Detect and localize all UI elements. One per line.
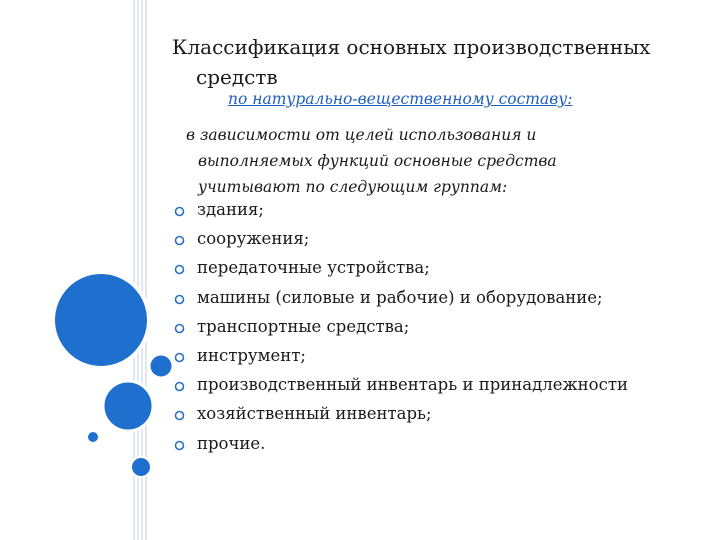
circle-outline-bullet-icon: [174, 323, 185, 334]
list-item-text: передаточные устройства;: [197, 258, 430, 278]
list-item: [174, 342, 628, 371]
circle-outline-bullet-icon: [174, 235, 185, 246]
list-item-text: машины (силовые и рабочие) и оборудование;: [197, 287, 603, 307]
slide-title-line-2: средств: [196, 65, 278, 89]
small-blue-circle: [88, 432, 98, 442]
slide-title: [172, 32, 692, 92]
list-item-text: инструмент;: [197, 345, 306, 365]
list-item: [174, 371, 628, 400]
circle-outline-bullet-icon: [174, 206, 185, 217]
list-item: [174, 400, 628, 429]
list-item-text: прочие.: [197, 433, 266, 453]
intro-line-2: выполняемых функций основные средства: [198, 152, 557, 170]
slide-title-line-1: Классификация основных производственных: [172, 35, 651, 59]
circle-outline-bullet-icon: [174, 264, 185, 275]
list-item-text: производственный инвентарь и принадлежности: [197, 375, 628, 395]
list-item: [174, 430, 628, 459]
medium-blue-circle: [149, 354, 173, 378]
list-item: [174, 284, 628, 313]
list-item: [174, 196, 628, 225]
circle-outline-bullet-icon: [174, 294, 185, 305]
intro-line-1: в зависимости от целей использования и: [186, 126, 537, 144]
large-blue-circle: [53, 272, 149, 368]
list-item: [174, 313, 628, 342]
list-item: [174, 254, 628, 283]
mid-blue-circle: [103, 381, 153, 431]
slide-subtitle: по натурально-вещественному составу:: [228, 90, 573, 108]
list-item-text: хозяйственный инвентарь;: [197, 404, 432, 424]
intro-text: [186, 122, 626, 200]
intro-line-3: учитывают по следующим группам:: [198, 178, 508, 196]
list-item-text: сооружения;: [197, 229, 310, 249]
circle-outline-bullet-icon: [174, 352, 185, 363]
list-item-text: транспортные средства;: [197, 316, 410, 336]
circle-outline-bullet-icon: [174, 381, 185, 392]
small-blue-circle-2: [131, 457, 151, 477]
circle-outline-bullet-icon: [174, 440, 185, 451]
circle-outline-bullet-icon: [174, 410, 185, 421]
group-list: [174, 196, 628, 459]
list-item: [174, 225, 628, 254]
list-item-text: здания;: [197, 200, 264, 219]
